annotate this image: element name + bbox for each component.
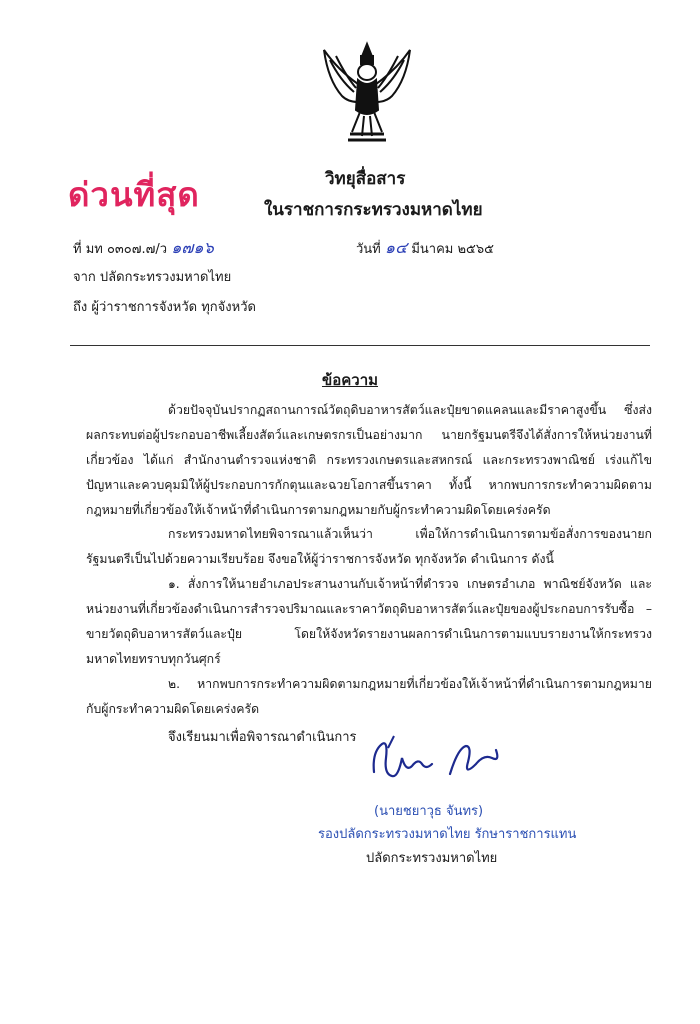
list-item-1 — [86, 572, 652, 672]
body-paragraph-1 — [86, 398, 652, 523]
reference-number — [73, 236, 214, 261]
date-handwritten-day: ๑๔ — [384, 238, 408, 257]
message-heading: ข้อความ — [321, 371, 379, 389]
signer-title: รองปลัดกระทรวงมหาดไทย รักษาราชการแทน — [318, 827, 577, 842]
date-prefix: วันที่ — [356, 242, 381, 257]
reference-prefix: ที่ มท ๐๓๐๗.๗/ว — [73, 242, 168, 257]
paragraph-1-text: ด้วยปัจจุบันปรากฏสถานการณ์วัตถุดิบอาหารสัตว์และปุ๋ยขาดแคลนและมีราคาสูงขึ้น ซึ่งส่งผลกระทบต่อผู้ประกอบอาชีพเลี้ยงสัตว์และเกษตรกรเป็นอย่างมาก นายกรัฐมนตรีจึงได้สั่งการให้หน่วยงานที่เกี่ยวข้อง ได้แก่ สำนักงานตำรวจแห่งชาติ กระทรวงเกษตรและสหกรณ์ และกระทรวงพาณิชย์ เร่งแก้ไขปัญหาและควบคุมมิให้ผู้ประกอบการกักตุนและฉวยโอกาสขึ้นราคา ทั้งนี้ หากพบการกระทำความผิดตามกฎหมายที่เกี่ยวข้องให้เจ้าหน้าที่ดำเนินการตามกฎหมายกับผู้กระทำความผิดโดยเคร่งครัด — [86, 403, 652, 517]
paragraph-2-text: กระทรวงมหาดไทยพิจารณาแล้วเห็นว่า เพื่อให้การดำเนินการตามข้อสั่งการของนายกรัฐมนตรีเป็นไปด้วยความเรียบร้อย จึงขอให้ผู้ว่าราชการจังหวัด ทุกจังหวัด ดำเนินการ ดังนี้ — [86, 527, 652, 566]
signer-office: ปลัดกระทรวงมหาดไทย — [366, 851, 498, 866]
divider-line — [70, 345, 650, 346]
signer-name: (นายชยาวุธ จันทร) — [374, 804, 484, 819]
title-line-1: วิทยุสื่อสาร — [325, 169, 406, 189]
body-paragraph-2 — [86, 522, 652, 572]
closing-line: จึงเรียนมาเพื่อพิจารณาดำเนินการ — [168, 730, 357, 745]
handwritten-signature — [368, 728, 508, 788]
title-line-2: ในราชการกระทรวงมหาดไทย — [264, 200, 483, 220]
list-item-2 — [86, 672, 652, 722]
urgent-stamp: ด่วนที่สุด — [68, 175, 200, 214]
to-line: ถึง ผู้ว่าราชการจังหวัด ทุกจังหวัด — [73, 300, 256, 315]
list-item-2-text: ๒. หากพบการกระทำความผิดตามกฎหมายที่เกี่ยวข้องให้เจ้าหน้าที่ดำเนินการตามกฎหมายกับผู้กระทำความผิดโดยเคร่งครัด — [86, 677, 652, 716]
garuda-emblem-icon — [318, 40, 416, 150]
list-item-1-text: ๑. สั่งการให้นายอำเภอประสานงานกับเจ้าหน้าที่ตำรวจ เกษตรอำเภอ พาณิชย์จังหวัด และหน่วยงานที่เกี่ยวข้องดำเนินการสำรวจปริมาณและราคาวัตถุดิบอาหารสัตว์และปุ๋ยของผู้ประกอบการรับซื้อ – ขายวัตถุดิบอาหารสัตว์และปุ๋ย โดยให้จังหวัดรายงานผลการดำเนินการตามแบบรายงานให้กระทรวงมหาดไทยทราบทุกวันศุกร์ — [86, 577, 652, 666]
document-date — [356, 236, 494, 261]
reference-handwritten-number: ๑๗๑๖ — [171, 238, 214, 257]
from-line: จาก ปลัดกระทรวงมหาดไทย — [73, 270, 232, 285]
date-month-year: มีนาคม ๒๕๖๕ — [411, 242, 494, 257]
